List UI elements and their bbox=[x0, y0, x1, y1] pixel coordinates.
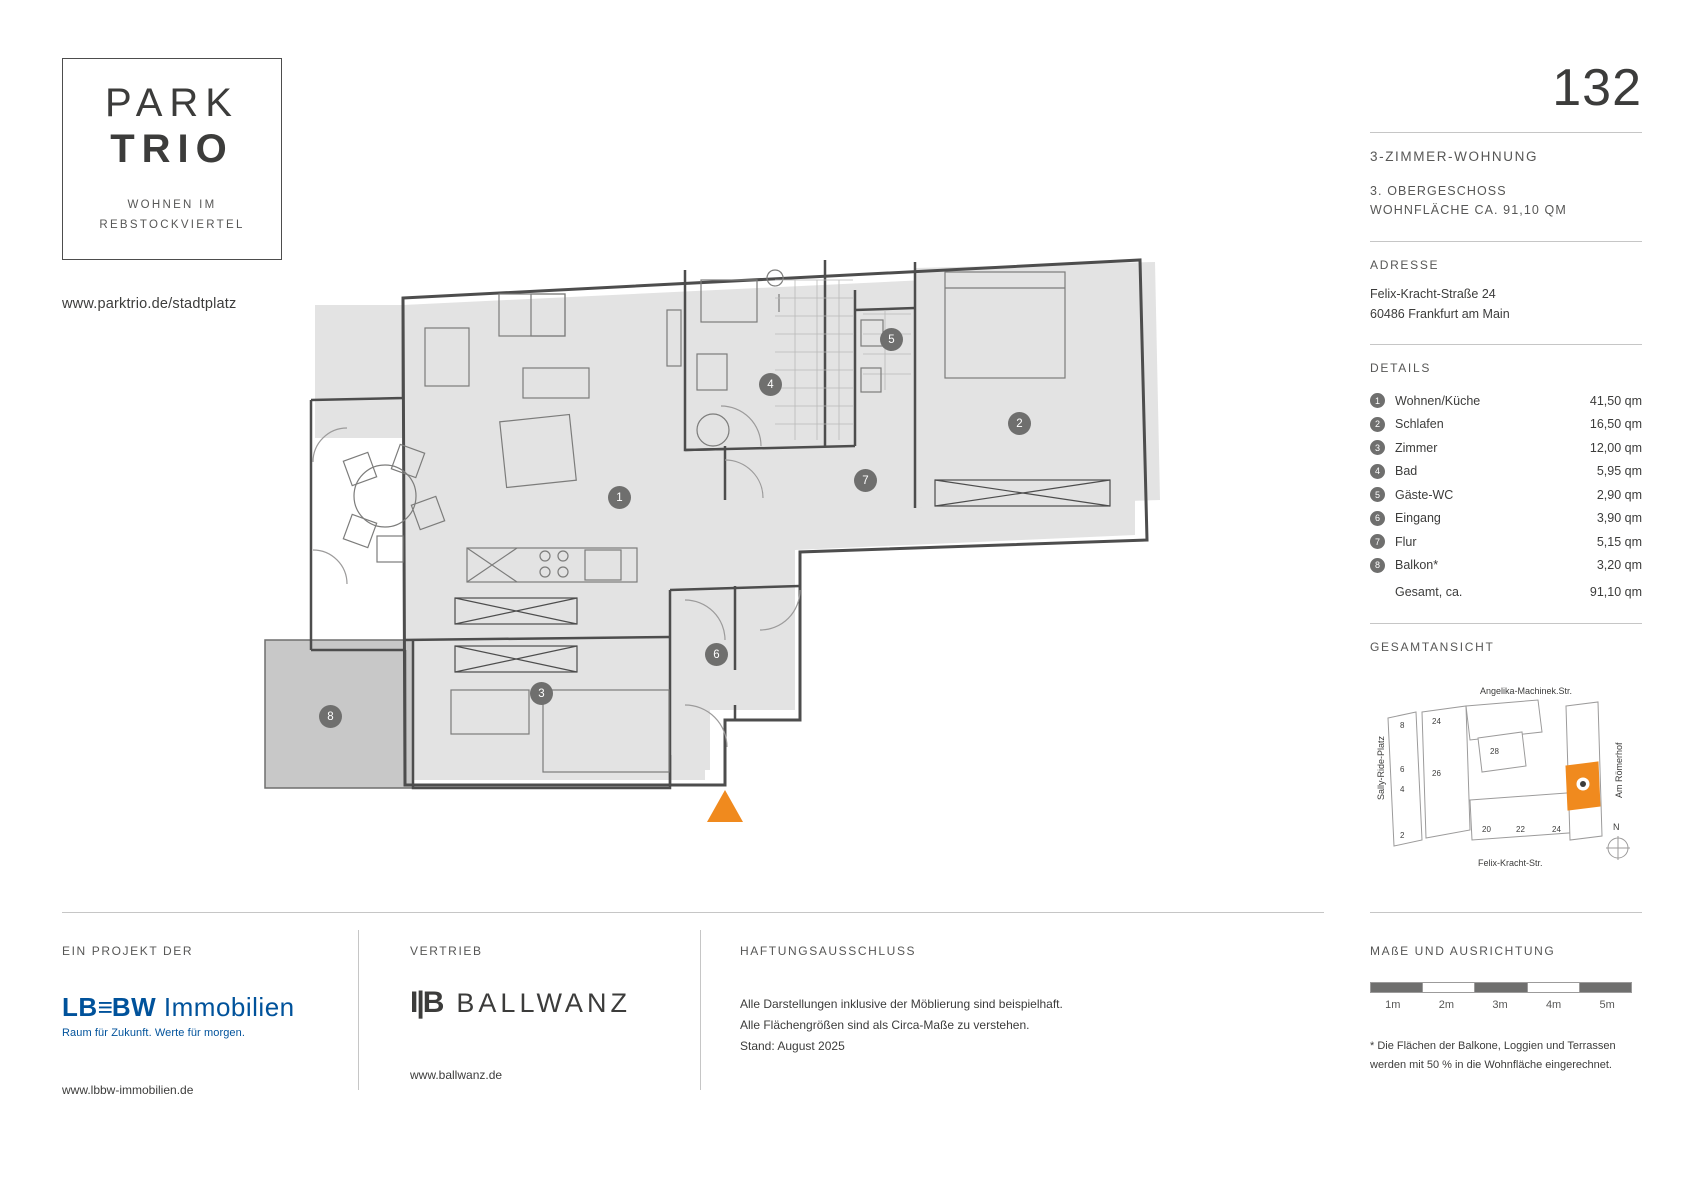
detail-row bbox=[1370, 389, 1642, 413]
svg-text:8: 8 bbox=[1400, 721, 1405, 731]
svg-text:24: 24 bbox=[1432, 717, 1441, 727]
footer-disclaimer bbox=[740, 944, 1300, 1057]
unit-floor-area bbox=[1370, 182, 1642, 221]
detail-row bbox=[1370, 412, 1642, 436]
detail-number-badge: 7 bbox=[1370, 534, 1385, 549]
unit-type: 3-ZIMMER-WOHNUNG bbox=[1370, 149, 1539, 164]
footer-divider bbox=[62, 912, 1324, 913]
floor-plan bbox=[255, 250, 1335, 900]
scale-label-5m: 5m bbox=[1599, 999, 1615, 1011]
ballwanz-url[interactable]: www.ballwanz.de bbox=[410, 1068, 503, 1082]
detail-number-badge: 6 bbox=[1370, 511, 1385, 526]
detail-row bbox=[1370, 506, 1642, 530]
disclaimer-line3: Stand: August 2025 bbox=[740, 1039, 845, 1053]
detail-room-area: 12,00 qm bbox=[1589, 440, 1642, 455]
detail-number-badge: 8 bbox=[1370, 558, 1385, 573]
svg-text:2: 2 bbox=[1400, 831, 1405, 841]
lbbw-logo bbox=[62, 992, 342, 1039]
scale-labels bbox=[1366, 999, 1634, 1011]
entrance-arrow-icon bbox=[707, 790, 743, 822]
brand-name-line1: PARK bbox=[105, 81, 239, 126]
unit-info-panel bbox=[1370, 59, 1642, 872]
brand-name-line2: TRIO bbox=[110, 127, 234, 172]
detail-room-name: Eingang bbox=[1395, 511, 1441, 525]
detail-number-badge: 3 bbox=[1370, 440, 1385, 455]
overview-heading: GESAMTANSICHT bbox=[1370, 640, 1495, 655]
lbbw-claim: Raum für Zukunft. Werte für morgen. bbox=[62, 1027, 246, 1039]
footer-separator bbox=[358, 930, 359, 1090]
unit-area: WOHNFLÄCHE CA. 91,10 QM bbox=[1370, 203, 1567, 218]
lbbw-url[interactable]: www.lbbw-immobilien.de bbox=[62, 1083, 194, 1097]
address-line1: Felix-Kracht-Straße 24 bbox=[1370, 286, 1496, 301]
detail-room-area: 5,95 qm bbox=[1596, 464, 1642, 478]
lbbw-suffix: Immobilien bbox=[163, 992, 295, 1022]
footer-divider-right bbox=[1370, 912, 1642, 913]
brand-website[interactable]: www.parktrio.de/stadtplatz bbox=[62, 296, 237, 312]
svg-text:20: 20 bbox=[1482, 825, 1491, 835]
unit-floor: 3. OBERGESCHOSS bbox=[1370, 184, 1507, 198]
disclaimer-text bbox=[740, 994, 1300, 1057]
scale-label-4m: 4m bbox=[1545, 999, 1562, 1011]
svg-text:24: 24 bbox=[1552, 825, 1561, 835]
details-heading: DETAILS bbox=[1370, 360, 1432, 375]
svg-text:26: 26 bbox=[1432, 769, 1441, 779]
detail-number-badge: 1 bbox=[1370, 393, 1385, 408]
detail-total-row bbox=[1370, 580, 1642, 604]
plan-marker-3: 3 bbox=[530, 682, 553, 705]
plan-marker-7: 7 bbox=[854, 469, 877, 492]
scale-segment bbox=[1371, 983, 1423, 992]
detail-number-badge: 2 bbox=[1370, 417, 1385, 432]
brand-tagline-line2: REBSTOCKVIERTEL bbox=[99, 219, 245, 231]
svg-text:Angelika-Machinek.Str.: Angelika-Machinek.Str. bbox=[1480, 686, 1573, 697]
balcony-footnote bbox=[1370, 1037, 1650, 1074]
footer-separator bbox=[700, 930, 701, 1090]
detail-row bbox=[1370, 459, 1642, 483]
project-heading: EIN PROJEKT DER bbox=[62, 944, 194, 958]
svg-text:28: 28 bbox=[1490, 747, 1499, 757]
brand-logo bbox=[62, 58, 282, 260]
footer-project bbox=[62, 944, 342, 1097]
scale-heading: MAßE UND AUSRICHTUNG bbox=[1370, 944, 1556, 958]
svg-text:6: 6 bbox=[1400, 765, 1405, 775]
detail-row bbox=[1370, 553, 1642, 577]
scale-bar bbox=[1370, 982, 1632, 993]
address-heading: ADRESSE bbox=[1370, 257, 1440, 272]
detail-room-area: 3,20 qm bbox=[1596, 558, 1642, 572]
detail-room-name: Balkon* bbox=[1395, 558, 1439, 572]
detail-room-name: Wohnen/Küche bbox=[1395, 393, 1481, 408]
disclaimer-heading: HAFTUNGSAUSSCHLUSS bbox=[740, 944, 917, 958]
brand-tagline bbox=[99, 196, 244, 235]
ballwanz-logo bbox=[410, 986, 670, 1020]
detail-number-badge: 4 bbox=[1370, 464, 1385, 479]
sales-heading: VERTRIEB bbox=[410, 944, 483, 958]
plan-marker-6: 6 bbox=[705, 643, 728, 666]
scale-label-1m: 1m bbox=[1385, 999, 1401, 1011]
lbbw-logo-text: LB≡BW Immobilien bbox=[62, 992, 295, 1022]
site-map-svg bbox=[1370, 680, 1642, 870]
svg-text:Sally-Ride-Platz: Sally-Ride-Platz bbox=[1376, 736, 1386, 801]
footer-scale bbox=[1370, 944, 1650, 1074]
ballwanz-name: BALLWANZ bbox=[456, 987, 631, 1018]
floor-plan-svg bbox=[255, 250, 1335, 900]
plan-marker-8: 8 bbox=[319, 705, 342, 728]
brand-tagline-line1: WOHNEN IM bbox=[127, 199, 217, 212]
detail-room-area: 3,90 qm bbox=[1596, 511, 1642, 525]
lbbw-bw: BW bbox=[111, 992, 157, 1022]
divider bbox=[1370, 344, 1642, 345]
plan-marker-1: 1 bbox=[608, 486, 631, 509]
footer-sales bbox=[410, 944, 670, 1082]
detail-room-name: Flur bbox=[1395, 534, 1417, 549]
detail-number-badge: 5 bbox=[1370, 487, 1385, 502]
detail-room-name: Bad bbox=[1395, 464, 1418, 478]
svg-text:22: 22 bbox=[1516, 825, 1525, 835]
room-fills bbox=[265, 262, 1160, 788]
detail-room-area: 16,50 qm bbox=[1589, 417, 1642, 431]
detail-total-label: Gesamt, ca. bbox=[1395, 584, 1463, 599]
detail-total-value: 91,10 qm bbox=[1589, 584, 1642, 599]
plan-marker-4: 4 bbox=[759, 373, 782, 396]
scale-segment bbox=[1475, 983, 1527, 992]
detail-row bbox=[1370, 530, 1642, 554]
divider bbox=[1370, 241, 1642, 242]
scale-label-2m: 2m bbox=[1438, 999, 1455, 1011]
detail-room-name: Zimmer bbox=[1395, 440, 1438, 455]
svg-text:N: N bbox=[1613, 822, 1620, 833]
divider bbox=[1370, 623, 1642, 624]
scale-segment bbox=[1423, 983, 1475, 992]
scale-segment bbox=[1528, 983, 1580, 992]
site-overview-map bbox=[1370, 672, 1642, 872]
detail-room-area: 2,90 qm bbox=[1596, 487, 1642, 502]
detail-room-area: 41,50 qm bbox=[1589, 393, 1642, 408]
plan-marker-5: 5 bbox=[880, 328, 903, 351]
disclaimer-line2: Alle Flächengrößen sind als Circa-Maße zu verstehen. bbox=[740, 1018, 1030, 1032]
details-list bbox=[1370, 389, 1642, 604]
disclaimer-line1: Alle Darstellungen inklusive der Möblierung sind beispielhaft. bbox=[740, 997, 1063, 1011]
footnote-line1: * Die Flächen der Balkone, Loggien und Terrassen bbox=[1370, 1040, 1616, 1052]
detail-row bbox=[1370, 483, 1642, 507]
plan-marker-2: 2 bbox=[1008, 412, 1031, 435]
svg-text:Felix-Kracht-Str.: Felix-Kracht-Str. bbox=[1478, 858, 1543, 869]
svg-text:4: 4 bbox=[1400, 785, 1405, 795]
unit-number: 132 bbox=[1552, 59, 1642, 117]
spacer bbox=[1370, 584, 1385, 599]
ballwanz-mark-icon: I|B bbox=[410, 986, 443, 1019]
scale-segment bbox=[1580, 983, 1631, 992]
footnote-line2: werden mit 50 % in die Wohnfläche eingerechnet. bbox=[1370, 1058, 1612, 1071]
detail-room-name: Schlafen bbox=[1395, 417, 1444, 431]
svg-text:Am Römerhof: Am Römerhof bbox=[1614, 742, 1624, 799]
address-line2: 60486 Frankfurt am Main bbox=[1370, 306, 1510, 321]
detail-row bbox=[1370, 436, 1642, 460]
address-block bbox=[1370, 284, 1642, 324]
detail-room-area: 5,15 qm bbox=[1596, 534, 1642, 549]
divider bbox=[1370, 132, 1642, 133]
lbbw-lb: LB bbox=[62, 992, 98, 1022]
detail-room-name: Gäste-WC bbox=[1395, 487, 1454, 502]
scale-label-3m: 3m bbox=[1492, 999, 1508, 1011]
